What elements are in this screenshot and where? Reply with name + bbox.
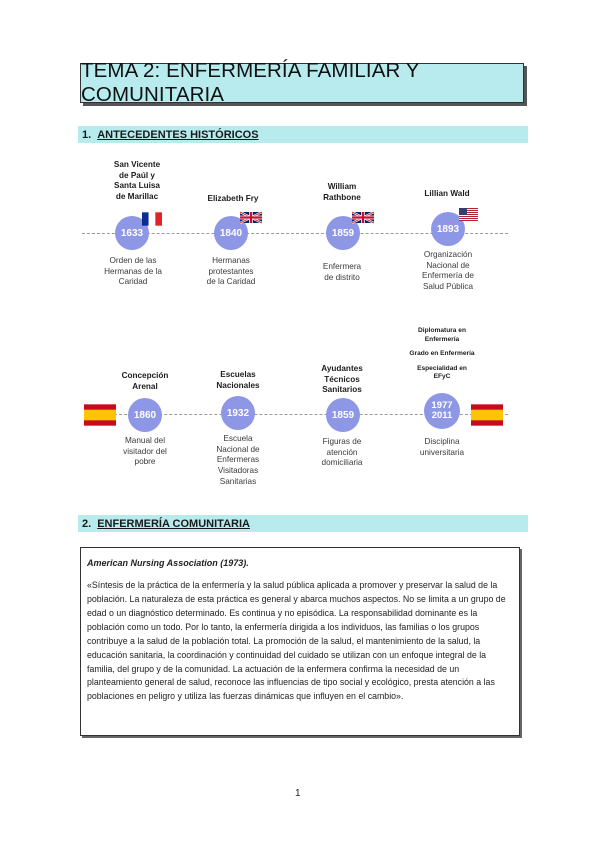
timeline-desc: Orden de las Hermanas de la Caridad — [104, 256, 162, 287]
timeline-name: William Rathbone — [323, 182, 361, 202]
timeline-desc: Manual del visitador del pobre — [123, 436, 167, 467]
year-circle: 1977 2011 — [424, 393, 460, 429]
section-number: 1. — [82, 128, 92, 141]
section-heading-comunitaria — [78, 515, 528, 532]
definition-text: «Síntesis de la práctica de la enfermería y la salud pública aplicada a promover y preservar la salud de la población. La naturaleza de esta práctica es general y abarca muchos aspectos. No se limita a un grupo de edad o un diagnóstico determinado. Es continua y no episódica. La responsabilidad dominante es la población como un todo. Por lo tanto, la enfermería dirigida a los individuos, las familias o los grupos contribuye a la salud de la población total. La promoción de la salud, el mantenimiento de la salud, la educación sanitaria, la coordinación y continuidad del cuidado se utilizan con un enfoque integral de la familia, del grupo y de la comunidad. La actuación de la enfermera confirma la necesidad de un planteamiento general de salud, reconoce las influencias de tipo social y ecológico, presta atención a las poblaciones en peligro y utiliza las fuerzas dinámicas que influyen en el cambio». — [87, 580, 506, 702]
year-circle: 1859 — [326, 216, 360, 250]
section-heading-antecedentes — [78, 126, 528, 143]
spain-flag — [84, 404, 116, 426]
timeline-desc: Figuras de atención domiciliaria — [321, 437, 363, 468]
year-circle: 1893 — [431, 212, 465, 246]
timeline-name: Concepción Arenal — [121, 371, 169, 391]
year-circle: 1932 — [221, 396, 255, 430]
timeline-name: Elizabeth Fry — [207, 194, 259, 203]
uk-flag — [240, 211, 262, 224]
timeline-desc: Disciplina universitaria — [419, 437, 465, 457]
uk-flag — [352, 211, 374, 224]
spain-flag — [471, 404, 503, 426]
section-number: 2. — [82, 517, 92, 530]
page-title: TEMA 2: ENFERMERÍA FAMILIAR Y COMUNITARIA — [80, 63, 524, 103]
timeline-desc: Escuela Nacional de Enfermeras Visitadoras Sanitarias — [216, 434, 260, 486]
france-flag — [142, 212, 162, 226]
timeline-name: Lillian Wald — [424, 189, 470, 198]
page-number: 1 — [295, 788, 301, 799]
year-circle: 1633 — [115, 216, 149, 250]
timeline-desc: Organización Nacional de Enfermería de Salud Pública — [422, 250, 474, 291]
timeline-name: Diplomatura en Enfermería Grado en Enfermería Especialidad en EFyC — [409, 327, 475, 381]
timeline-name: San Vicente de Paúl y Santa Luisa de Marillac — [113, 160, 161, 201]
timeline-desc: Enfermera de distrito — [322, 262, 362, 282]
timeline-desc: Hermanas protestantes de la Caridad — [206, 256, 256, 287]
timeline-name: Escuelas Nacionales — [216, 370, 260, 390]
section-label: ANTECEDENTES HISTÓRICOS — [97, 128, 259, 141]
year-circle: 1860 — [128, 398, 162, 432]
section-label: ENFERMERÍA COMUNITARIA — [97, 517, 250, 530]
usa-flag — [458, 208, 479, 221]
definition-box — [80, 547, 520, 736]
timeline-name: Ayudantes Técnicos Sanitarios — [321, 364, 363, 395]
year-circle: 1840 — [214, 216, 248, 250]
definition-source: American Nursing Association (1973). — [87, 558, 249, 568]
year-circle: 1859 — [326, 398, 360, 432]
